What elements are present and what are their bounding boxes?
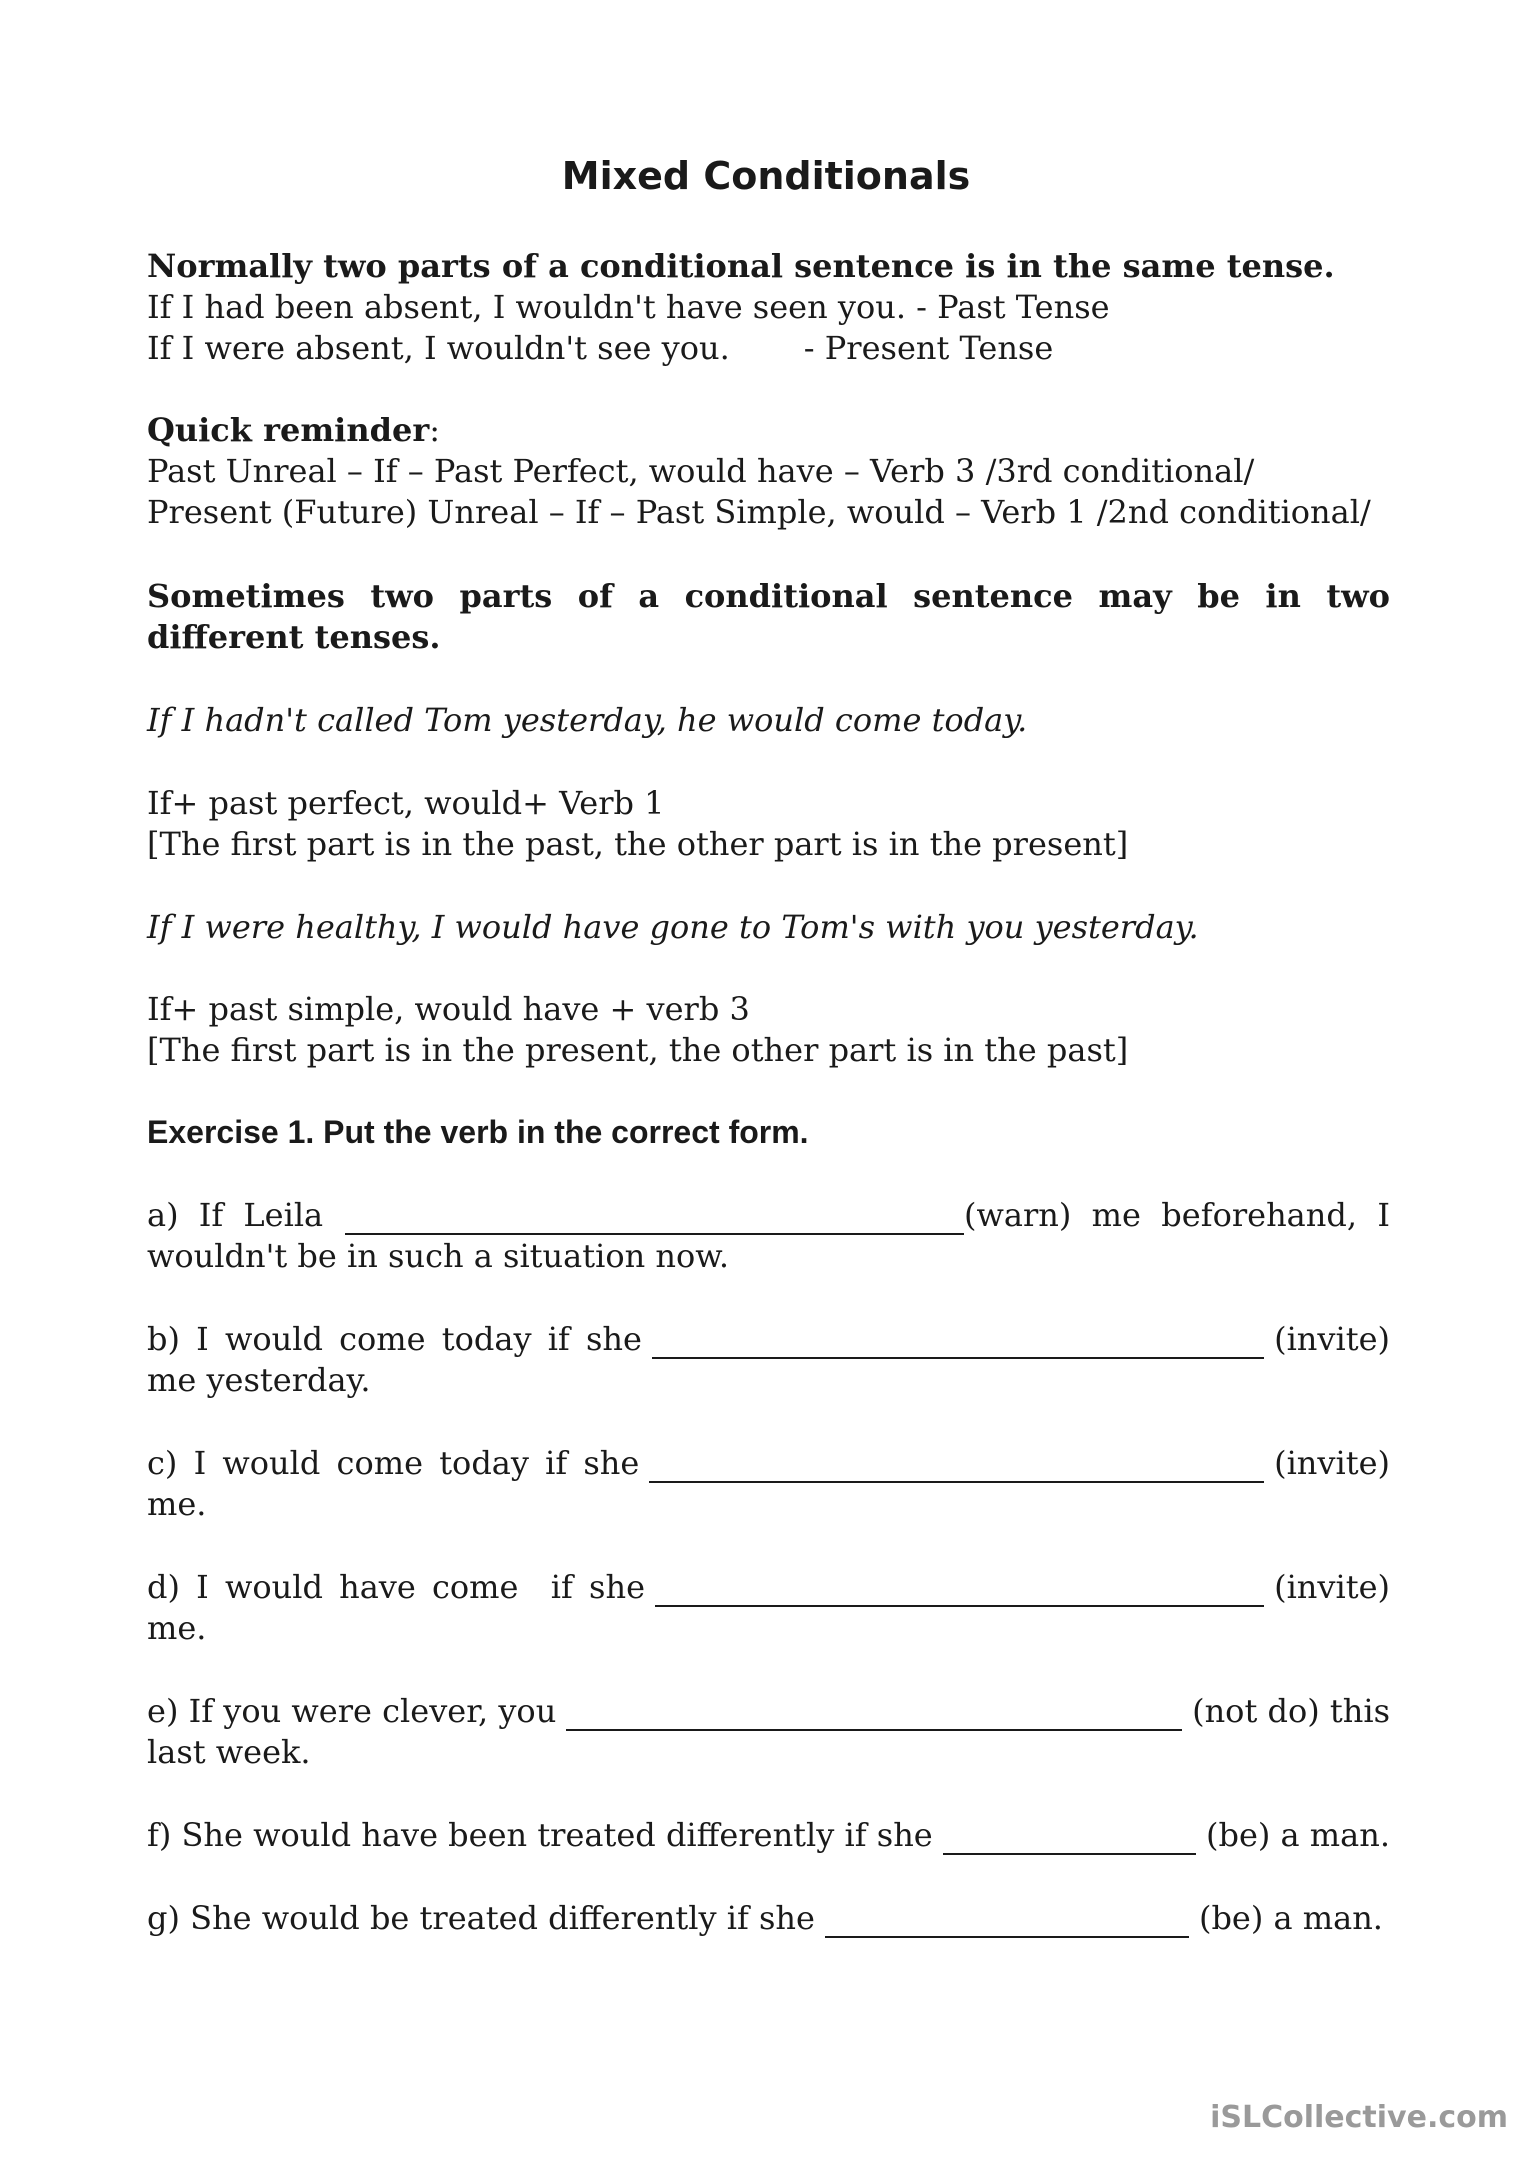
intro-example-present	[147, 328, 1053, 368]
exercise-item-d-after: (invite)	[1274, 1568, 1390, 1606]
exercise-item-g-blank[interactable]	[825, 1906, 1189, 1938]
exercise-item-a-blank[interactable]	[345, 1203, 964, 1235]
exercise-item-a-after: (warn) me beforehand, I	[963, 1196, 1390, 1234]
exercise-item-f	[147, 1815, 1390, 1855]
intro-example-present-label: - Present Tense	[803, 329, 1054, 367]
exercise-item-c-before: c) I would come today if she	[147, 1444, 640, 1482]
exercise-item-b-continued: me yesterday.	[147, 1361, 371, 1399]
exercise-item-e-blank[interactable]	[566, 1699, 1182, 1731]
exercise-item-e	[147, 1691, 1390, 1731]
exercise-item-d	[147, 1567, 1390, 1607]
exercise-item-f-after: (be) a man.	[1205, 1816, 1390, 1854]
exercise-item-a-before: a) If Leila	[147, 1196, 324, 1234]
mixed-rule-2: If+ past simple, would have + verb 3	[147, 990, 750, 1028]
exercise-item-b-after: (invite)	[1274, 1320, 1390, 1358]
reminder-heading-colon: :	[429, 411, 440, 449]
exercise-item-f-before: f) She would have been treated differently if she	[147, 1816, 933, 1854]
exercise-item-b-blank[interactable]	[652, 1327, 1264, 1359]
mixed-heading-line2: different tenses.	[147, 618, 441, 656]
mixed-rule-1: If+ past perfect, would+ Verb 1	[147, 784, 665, 822]
mixed-example-2: If I were healthy, I would have gone to Tom's with you yesterday.	[147, 908, 1199, 946]
exercise-item-d-blank[interactable]	[655, 1575, 1264, 1607]
exercise-item-d-continued: me.	[147, 1609, 207, 1647]
intro-heading: Normally two parts of a conditional sentence is in the same tense.	[147, 247, 1335, 285]
exercise-item-e-after: (not do) this	[1192, 1692, 1390, 1730]
exercise-item-a	[147, 1195, 1390, 1235]
reminder-heading-text: Quick reminder	[147, 411, 430, 449]
intro-example-past: If I had been absent, I wouldn't have seen you. - Past Tense	[147, 288, 1110, 326]
exercise-item-g-before: g) She would be treated differently if she	[147, 1899, 815, 1937]
watermark: iSLCollective.com	[1210, 2100, 1508, 2135]
mixed-heading-line1: Sometimes two parts of a conditional sentence may be in two	[147, 577, 1390, 615]
exercise-item-b-before: b) I would come today if she	[147, 1320, 642, 1358]
mixed-note-2: [The first part is in the present, the other part is in the past]	[147, 1031, 1129, 1069]
exercise-item-f-blank[interactable]	[943, 1823, 1196, 1855]
exercise-item-a-continued: wouldn't be in such a situation now.	[147, 1237, 729, 1275]
reminder-present-unreal: Present (Future) Unreal – If – Past Simple, would – Verb 1 /2nd conditional/	[147, 493, 1371, 531]
reminder-past-unreal: Past Unreal – If – Past Perfect, would have – Verb 3 /3rd conditional/	[147, 452, 1255, 490]
intro-example-present-sentence: If I were absent, I wouldn't see you.	[147, 329, 730, 367]
exercise-heading: Exercise 1. Put the verb in the correct form.	[147, 1114, 809, 1150]
exercise-item-c-after: (invite)	[1274, 1444, 1390, 1482]
exercise-item-e-before: e) If you were clever, you	[147, 1692, 557, 1730]
exercise-item-g	[147, 1898, 1390, 1938]
exercise-item-c	[147, 1443, 1390, 1483]
exercise-item-c-continued: me.	[147, 1485, 207, 1523]
exercise-item-c-blank[interactable]	[649, 1451, 1264, 1483]
page-title: Mixed Conditionals	[561, 154, 971, 198]
reminder-heading	[147, 410, 440, 450]
exercise-item-b	[147, 1319, 1390, 1359]
exercise-item-e-continued: last week.	[147, 1733, 311, 1771]
exercise-item-g-after: (be) a man.	[1198, 1899, 1383, 1937]
mixed-note-1: [The first part is in the past, the other part is in the present]	[147, 825, 1129, 863]
exercise-item-d-before: d) I would have come if she	[147, 1568, 646, 1606]
mixed-example-1: If I hadn't called Tom yesterday, he would come today.	[147, 701, 1028, 739]
